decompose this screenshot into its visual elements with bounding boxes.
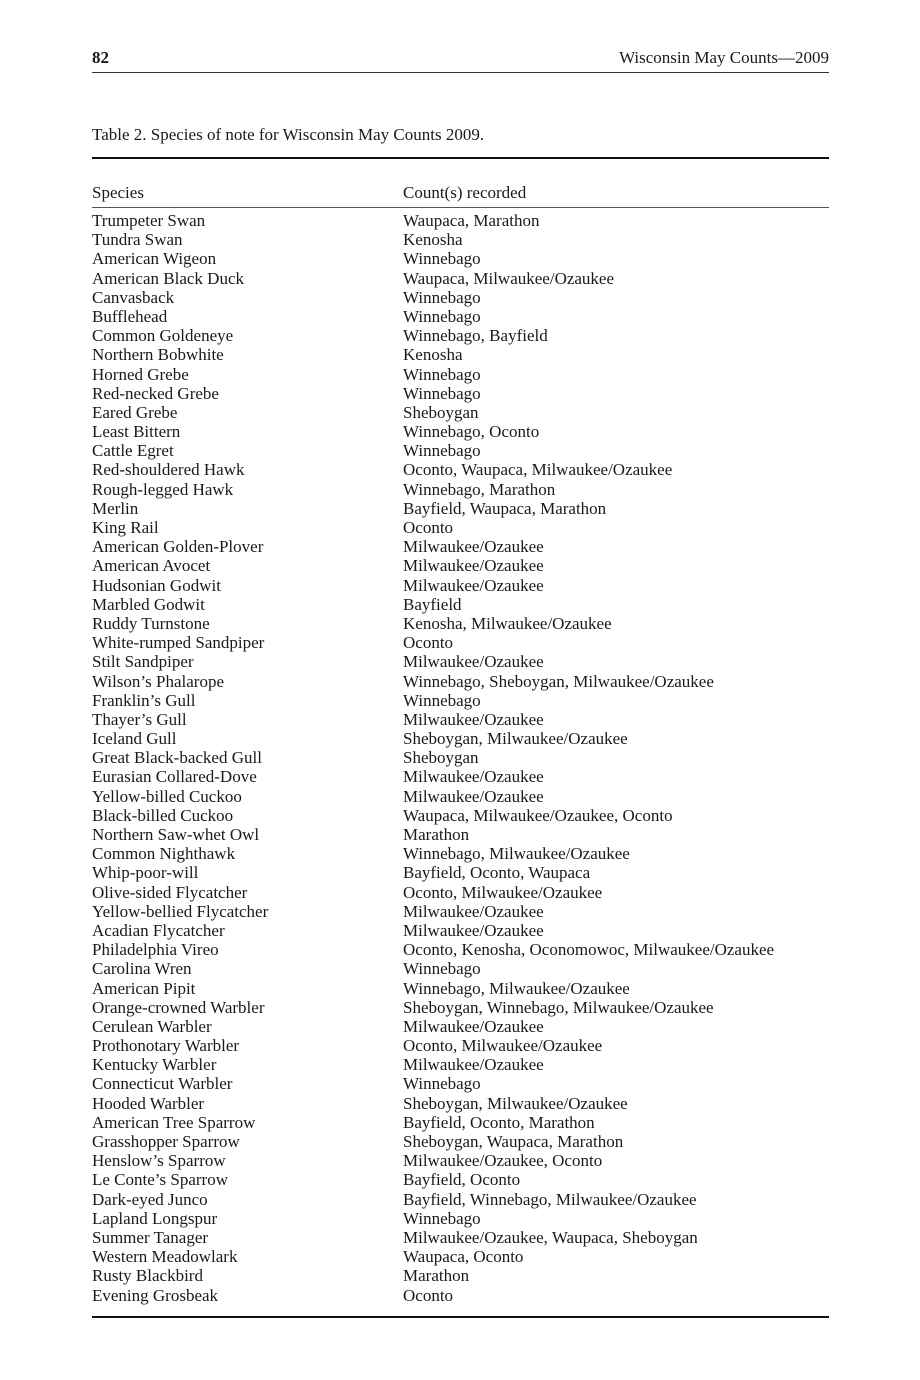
species-cell: Red-necked Grebe	[92, 383, 219, 403]
counts-cell: Winnebago	[403, 1074, 481, 1094]
counts-cell: Bayfield, Waupaca, Marathon	[403, 498, 607, 518]
counts-cell: Bayfield, Oconto, Waupaca	[403, 863, 591, 883]
species-cell: King Rail	[92, 518, 159, 537]
table-row	[92, 1190, 829, 1209]
species-cell: Red-shouldered Hawk	[92, 460, 245, 480]
species-cell: White-rumped Sandpiper	[92, 633, 265, 653]
table-row	[92, 844, 829, 863]
counts-cell: Winnebago, Marathon	[403, 479, 556, 499]
table-row	[92, 1074, 829, 1093]
table-row	[92, 460, 829, 479]
table-top-rule	[92, 157, 829, 159]
species-cell: Cerulean Warbler	[92, 1016, 212, 1036]
species-cell: Rough-legged Hawk	[92, 479, 234, 499]
counts-cell: Milwaukee/Ozaukee	[403, 652, 544, 672]
species-cell: Trumpeter Swan	[92, 211, 206, 230]
species-cell: Thayer’s Gull	[92, 709, 187, 729]
species-cell: American Pipit	[92, 978, 196, 998]
table-row	[92, 979, 829, 998]
counts-cell: Bayfield, Winnebago, Milwaukee/Ozaukee	[403, 1189, 697, 1209]
table-row	[92, 537, 829, 556]
species-cell: Northern Saw-whet Owl	[92, 825, 260, 844]
counts-cell: Waupaca, Marathon	[403, 211, 540, 230]
species-cell: Hudsonian Godwit	[92, 575, 221, 595]
table-row	[92, 672, 829, 691]
species-cell: Great Black-backed Gull	[92, 748, 262, 768]
table-row	[92, 480, 829, 499]
species-cell: Tundra Swan	[92, 230, 183, 250]
counts-cell: Sheboygan, Milwaukee/Ozaukee	[403, 729, 628, 749]
counts-cell: Winnebago	[403, 441, 481, 461]
species-cell: Hooded Warbler	[92, 1093, 205, 1113]
species-cell: Merlin	[92, 498, 139, 518]
table-row	[92, 230, 829, 249]
table-caption: Table 2. Species of note for Wisconsin May Counts 2009.	[92, 125, 485, 144]
counts-cell: Bayfield, Oconto, Marathon	[403, 1112, 595, 1132]
table-row	[92, 1036, 829, 1055]
counts-cell: Milwaukee/Ozaukee	[403, 556, 544, 576]
table-header-row	[92, 183, 829, 205]
counts-cell: Milwaukee/Ozaukee	[403, 767, 544, 787]
table-row	[92, 1151, 829, 1170]
species-cell: Eurasian Collared-Dove	[92, 767, 257, 787]
running-head	[92, 48, 829, 70]
species-cell: Carolina Wren	[92, 959, 192, 979]
table-row	[92, 998, 829, 1017]
counts-cell: Winnebago, Milwaukee/Ozaukee	[403, 978, 630, 998]
table-row	[92, 249, 829, 268]
table-row	[92, 499, 829, 518]
counts-cell: Milwaukee/Ozaukee	[403, 901, 544, 921]
counts-cell: Milwaukee/Ozaukee	[403, 537, 544, 557]
counts-cell: Waupaca, Milwaukee/Ozaukee	[403, 268, 615, 288]
counts-cell: Winnebago	[403, 364, 481, 384]
counts-cell: Winnebago	[403, 287, 481, 307]
species-cell: Acadian Flycatcher	[92, 920, 225, 940]
species-cell: Yellow-billed Cuckoo	[92, 786, 242, 806]
header-rule	[92, 72, 829, 73]
table-row	[92, 806, 829, 825]
table-row	[92, 288, 829, 307]
table-row	[92, 269, 829, 288]
table-row	[92, 1132, 829, 1151]
table-row	[92, 1209, 829, 1228]
counts-cell: Kenosha	[403, 345, 463, 365]
counts-cell: Oconto, Milwaukee/Ozaukee	[403, 1036, 603, 1056]
table-row	[92, 787, 829, 806]
table-row	[92, 1017, 829, 1036]
species-cell: Dark-eyed Junco	[92, 1189, 208, 1209]
species-cell: Least Bittern	[92, 422, 181, 442]
species-cell: Iceland Gull	[92, 729, 177, 749]
species-cell: Common Nighthawk	[92, 844, 236, 864]
counts-cell: Sheboygan	[403, 748, 479, 768]
species-cell: Le Conte’s Sparrow	[92, 1170, 228, 1190]
species-cell: Kentucky Warbler	[92, 1055, 217, 1075]
table-row	[92, 729, 829, 748]
table-row	[92, 595, 829, 614]
table-row	[92, 652, 829, 671]
table-row	[92, 307, 829, 326]
table-row	[92, 863, 829, 882]
running-title: Wisconsin May Counts—2009	[619, 48, 829, 67]
species-cell: Grasshopper Sparrow	[92, 1132, 240, 1151]
species-cell: Evening Grosbeak	[92, 1285, 219, 1305]
counts-cell: Bayfield	[403, 594, 462, 614]
species-cell: Eared Grebe	[92, 402, 178, 422]
species-cell: Wilson’s Phalarope	[92, 671, 224, 691]
counts-cell: Winnebago	[403, 383, 481, 403]
table-row	[92, 767, 829, 786]
species-cell: Franklin’s Gull	[92, 690, 196, 710]
species-cell: Prothonotary Warbler	[92, 1036, 240, 1056]
table-row	[92, 326, 829, 345]
table-row	[92, 345, 829, 364]
table-row	[92, 614, 829, 633]
table-row	[92, 1055, 829, 1074]
species-cell: Stilt Sandpiper	[92, 652, 194, 672]
species-cell: Horned Grebe	[92, 364, 189, 384]
counts-cell: Milwaukee/Ozaukee, Oconto	[403, 1151, 603, 1171]
counts-cell: Sheboygan, Winnebago, Milwaukee/Ozaukee	[403, 997, 714, 1017]
species-cell: Olive-sided Flycatcher	[92, 882, 248, 902]
counts-cell: Milwaukee/Ozaukee	[403, 1016, 544, 1036]
species-cell: Cattle Egret	[92, 441, 174, 461]
species-cell: Western Meadowlark	[92, 1247, 238, 1267]
counts-cell: Oconto, Milwaukee/Ozaukee	[403, 882, 603, 902]
species-cell: Orange-crowned Warbler	[92, 997, 265, 1017]
species-cell: Summer Tanager	[92, 1227, 209, 1247]
table-row	[92, 883, 829, 902]
counts-cell: Winnebago, Sheboygan, Milwaukee/Ozaukee	[403, 671, 714, 691]
table-row	[92, 1266, 829, 1285]
table-row	[92, 441, 829, 460]
table-row	[92, 1247, 829, 1266]
counts-cell: Sheboygan	[403, 402, 479, 422]
table-row	[92, 902, 829, 921]
table-row	[92, 710, 829, 729]
counts-cell: Kenosha	[403, 230, 463, 250]
counts-cell: Oconto	[403, 1285, 454, 1305]
species-cell: Black-billed Cuckoo	[92, 805, 234, 825]
species-cell: Ruddy Turnstone	[92, 613, 210, 633]
table-row	[92, 748, 829, 767]
species-cell: Common Goldeneye	[92, 326, 234, 346]
table-row	[92, 940, 829, 959]
species-cell: Henslow’s Sparrow	[92, 1151, 226, 1171]
table-row	[92, 365, 829, 384]
table-row	[92, 576, 829, 595]
counts-cell: Winnebago	[403, 1208, 481, 1228]
counts-cell: Bayfield, Oconto	[403, 1170, 521, 1190]
table-row	[92, 1094, 829, 1113]
counts-cell: Oconto, Waupaca, Milwaukee/Ozaukee	[403, 460, 673, 480]
species-cell: American Golden-Plover	[92, 537, 264, 557]
table-row	[92, 384, 829, 403]
counts-cell: Winnebago, Bayfield	[403, 326, 548, 346]
counts-cell: Kenosha, Milwaukee/Ozaukee	[403, 613, 612, 633]
table-row	[92, 211, 829, 230]
counts-cell: Oconto, Kenosha, Oconomowoc, Milwaukee/Ozaukee	[403, 940, 775, 960]
counts-cell: Winnebago	[403, 690, 481, 710]
counts-cell: Winnebago	[403, 959, 481, 979]
counts-cell: Oconto	[403, 518, 454, 537]
counts-cell: Winnebago, Milwaukee/Ozaukee	[403, 844, 630, 864]
species-cell: Northern Bobwhite	[92, 345, 224, 365]
table-body	[92, 211, 829, 1305]
species-cell: American Avocet	[92, 556, 211, 576]
species-cell: Canvasback	[92, 287, 175, 307]
page-number: 82	[92, 48, 109, 67]
species-cell: Yellow-bellied Flycatcher	[92, 901, 269, 921]
table-row	[92, 403, 829, 422]
species-cell: Whip-poor-will	[92, 863, 199, 883]
table-row	[92, 518, 829, 537]
table-bottom-rule	[92, 1316, 829, 1318]
counts-cell: Winnebago, Oconto	[403, 422, 540, 442]
table-row	[92, 556, 829, 575]
table-row	[92, 1113, 829, 1132]
species-cell: American Black Duck	[92, 268, 244, 288]
counts-cell: Winnebago	[403, 306, 481, 326]
counts-cell: Milwaukee/Ozaukee	[403, 1055, 544, 1075]
counts-cell: Milwaukee/Ozaukee	[403, 920, 544, 940]
counts-cell: Marathon	[403, 825, 470, 844]
counts-cell: Waupaca, Oconto	[403, 1247, 524, 1267]
column-header-counts: Count(s) recorded	[403, 183, 527, 202]
counts-cell: Oconto	[403, 633, 454, 653]
species-cell: Rusty Blackbird	[92, 1266, 203, 1286]
counts-cell: Winnebago	[403, 249, 481, 269]
counts-cell: Milwaukee/Ozaukee	[403, 786, 544, 806]
counts-cell: Waupaca, Milwaukee/Ozaukee, Oconto	[403, 805, 673, 825]
counts-cell: Marathon	[403, 1266, 470, 1286]
table-row	[92, 691, 829, 710]
counts-cell: Milwaukee/Ozaukee, Waupaca, Sheboygan	[403, 1227, 698, 1247]
counts-cell: Sheboygan, Milwaukee/Ozaukee	[403, 1093, 628, 1113]
table-row	[92, 959, 829, 978]
table-row	[92, 825, 829, 844]
column-header-species: Species	[92, 183, 144, 202]
header-separator-rule	[92, 207, 829, 208]
species-cell: Connecticut Warbler	[92, 1074, 233, 1094]
counts-cell: Milwaukee/Ozaukee	[403, 709, 544, 729]
species-cell: Lapland Longspur	[92, 1208, 218, 1228]
table-row	[92, 422, 829, 441]
species-cell: Marbled Godwit	[92, 594, 205, 614]
species-cell: American Wigeon	[92, 249, 217, 269]
species-cell: Philadelphia Vireo	[92, 940, 219, 960]
table-row	[92, 633, 829, 652]
species-cell: Bufflehead	[92, 306, 168, 326]
table-row	[92, 1170, 829, 1189]
species-cell: American Tree Sparrow	[92, 1112, 256, 1132]
table-row	[92, 921, 829, 940]
counts-cell: Milwaukee/Ozaukee	[403, 575, 544, 595]
counts-cell: Sheboygan, Waupaca, Marathon	[403, 1132, 624, 1151]
table-row	[92, 1228, 829, 1247]
table-row	[92, 1286, 829, 1305]
